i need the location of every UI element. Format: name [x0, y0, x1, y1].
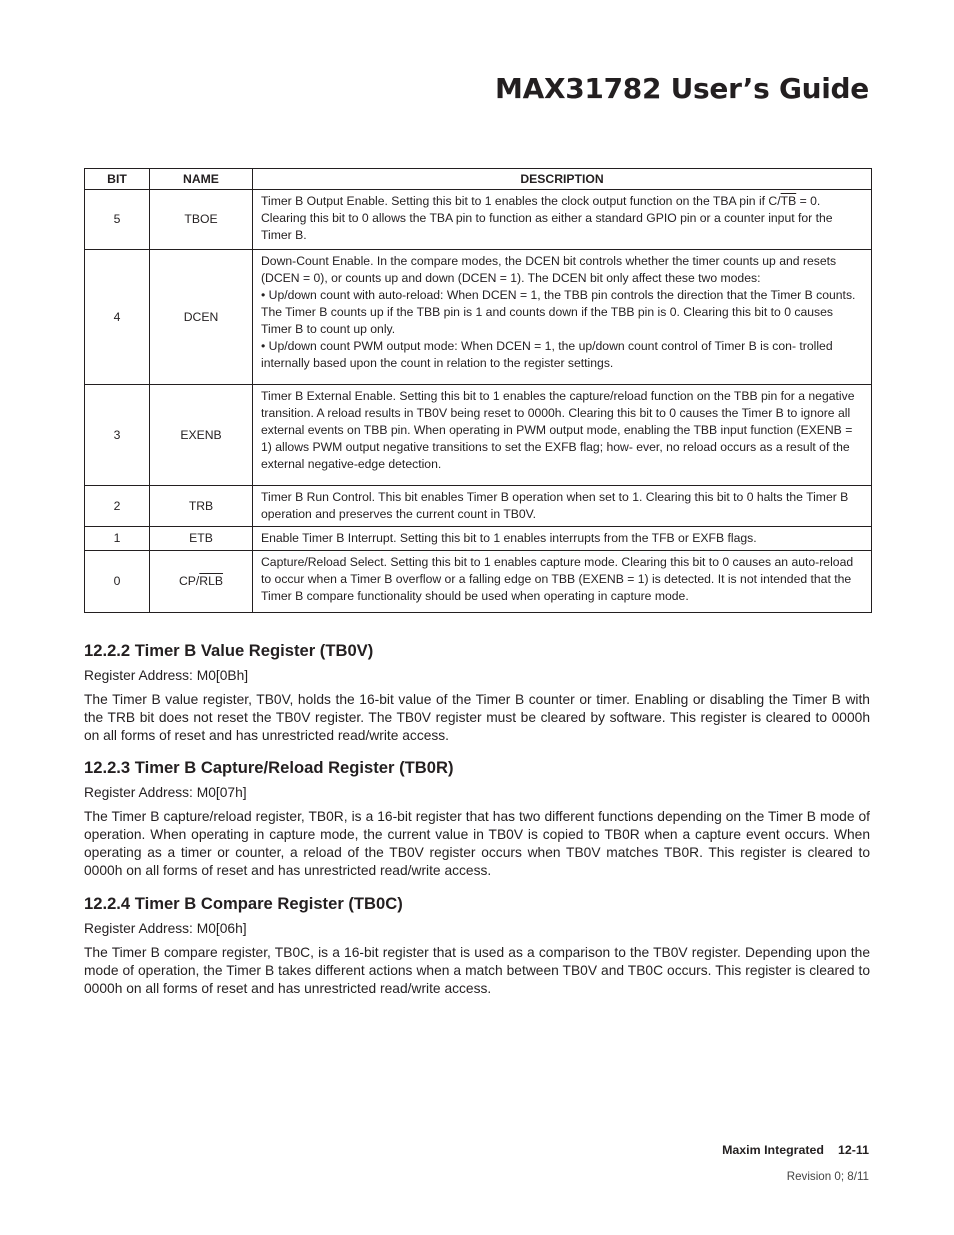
name-cell: DCEN	[150, 250, 253, 385]
bit-cell: 5	[85, 190, 150, 250]
section-heading: 12.2.2 Timer B Value Register (TB0V)	[84, 641, 374, 660]
table-row	[85, 190, 872, 250]
table-row	[85, 486, 872, 527]
revision-note: Revision 0; 8/11	[786, 1170, 869, 1183]
bit-cell: 3	[85, 385, 150, 486]
column-header-description: DESCRIPTION	[253, 169, 872, 190]
description-cell: Timer B Run Control. This bit enables Timer B operation when set to 1. Clearing this bit to 0 halts the Timer B operation and preserves the current count in TB0V.	[253, 486, 872, 527]
column-header-name: NAME	[150, 169, 253, 190]
section-heading: 12.2.4 Timer B Compare Register (TB0C)	[84, 894, 403, 913]
name-text: CP/	[178, 574, 200, 588]
bit-cell: 0	[85, 551, 150, 613]
description-cell: Capture/Reload Select. Setting this bit to 1 enables capture mode. Clearing this bit to 0 causes an auto-reload to occur when a Timer B overflow or a falling edge on TBB (EXENB = 1) is detected. It is not intended that the Timer B compare functionality should be used when operating in capture mode.	[253, 551, 872, 613]
name-cell: ETB	[150, 527, 253, 551]
name-cell: EXENB	[150, 385, 253, 486]
section-tb0v	[84, 641, 870, 745]
section-heading: 12.2.3 Timer B Capture/Reload Register (TB0R)	[84, 758, 454, 777]
register-address: Register Address: M0[0Bh]	[84, 668, 249, 683]
section-body: The Timer B compare register, TB0C, is a 16-bit register that is used as a comparison to the TB0V register. Depending upon the mode of operation, the Timer B takes different actions when a match between TB0V and TB0C occurs. This register is cleared to 0000h on all forms of reset and has unrestricted read/write access.	[84, 945, 870, 996]
table-header-row	[85, 169, 872, 190]
description-text: = 0. Clearing this bit to 0 allows the TBA pin to function as either a standard GPIO pin or a counter input for the Timer B.	[261, 194, 833, 242]
company-name: Maxim Integrated	[722, 1143, 824, 1157]
column-header-bit: BIT	[85, 169, 150, 190]
page-footer	[722, 1143, 869, 1157]
register-address: Register Address: M0[06h]	[84, 921, 247, 936]
description-cell: Enable Timer B Interrupt. Setting this bit to 1 enables interrupts from the TFB or EXFB flags.	[253, 527, 872, 551]
bit-cell: 4	[85, 250, 150, 385]
section-tb0r	[84, 758, 870, 880]
overlined-signal: $\overline{TB}$	[780, 194, 797, 208]
register-address: Register Address: M0[07h]	[84, 785, 247, 800]
page-number: 12-11	[837, 1143, 869, 1157]
name-cell	[150, 551, 253, 613]
description-cell: Timer B External Enable. Setting this bit to 1 enables the capture/reload function on the TBB pin for a negative transition. A reload results in TB0V being reset to 0000h. Clearing this bit to 0 causes the Timer B to ignore all external events on TBB pin. When operating in PWM output mode, enabling the TBB input function (EXENB = 1) allows PWM output negative transitions to set the EXFB flag; how- ever, no reload occurs as a result of the external negative-edge detection.	[253, 385, 872, 486]
description-paragraph: Down-Count Enable. In the compare modes, the DCEN bit controls whether the timer counts up and resets (DCEN = 0), or counts up and down (DCEN = 1). The DCEN bit only affect these two modes:	[261, 254, 837, 285]
bit-cell: 1	[85, 527, 150, 551]
section-body: The Timer B capture/reload register, TB0R, is a 16-bit register that has two different functions depending on the Timer B mode of operation. When operating in capture mode, the current value in TB0V is copied to TB0R when a capture event occurs. When operating as a timer or counter, a reload of the TB0V register occurs when TB0V matches TB0R. This register is cleared to 0000h on all forms of reset and has unrestricted read/write access.	[84, 809, 870, 878]
bit-cell: 2	[85, 486, 150, 527]
table-row	[85, 250, 872, 385]
description-bullet: • Up/down count PWM output mode: When DCEN = 1, the up/down count control of Timer B is con- trolled internally based upon the count in relation to the register settings.	[261, 339, 833, 370]
table-row	[85, 551, 872, 613]
table-row	[85, 527, 872, 551]
description-cell	[253, 250, 872, 385]
name-cell: TRB	[150, 486, 253, 527]
description-text: Timer B Output Enable. Setting this bit to 1 enables the clock output function on the TBA pin if C/	[261, 194, 781, 208]
document-title: MAX31782 User’s Guide	[495, 72, 869, 105]
description-bullet: • Up/down count with auto-reload: When DCEN = 1, the TBB pin controls the direction that the Timer B counts. The Timer B counts up if the TBB pin is 1 and counts down if the TBB pin is 0. Clearing this bit to 0 causes Timer B to count up only.	[261, 288, 856, 336]
overlined-signal: $\overline{RLB}$	[199, 574, 224, 588]
register-bit-table	[84, 168, 872, 613]
name-cell: TBOE	[150, 190, 253, 250]
section-tb0c	[84, 894, 870, 998]
section-body: The Timer B value register, TB0V, holds the 16-bit value of the Timer B counter or timer. Enabling or disabling the Timer B with the TRB bit does not reset the TB0V register. The TB0V register must be cleared by software. This register is cleared to 0000h on all forms of reset and has unrestricted read/write access.	[84, 692, 870, 743]
table-row	[85, 385, 872, 486]
description-cell	[253, 190, 872, 250]
